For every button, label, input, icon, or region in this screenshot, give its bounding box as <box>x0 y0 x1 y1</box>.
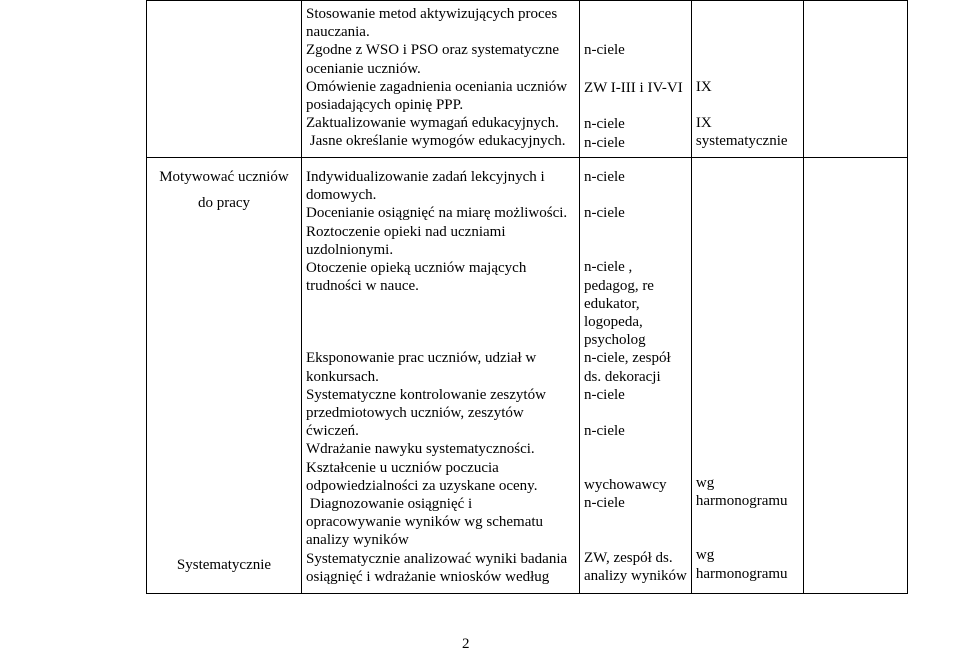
text-line: osiągnięć i wdrażanie wniosków według <box>306 568 550 585</box>
term-label: Systematycznie <box>176 557 272 573</box>
table-row <box>147 158 908 594</box>
goal-cell <box>147 158 302 594</box>
text-line: n-ciele <box>584 116 625 133</box>
text-line: harmonogramu <box>695 565 788 582</box>
text-line: nauczania. <box>306 24 370 41</box>
text-line: Zgodne z WSO i PSO oraz systematyczne <box>306 42 560 59</box>
methods-cell <box>302 1 580 158</box>
text-line: Wdrażanie nawyku systematyczności. <box>306 441 535 458</box>
plan-table <box>146 0 908 594</box>
text-line: ZW I-III i IV-VI <box>584 80 683 97</box>
page-number: 2 <box>462 636 470 652</box>
text-line: wychowawcy <box>584 477 667 494</box>
text-line: edukator, <box>584 295 640 312</box>
text-line: Systematyczne kontrolowanie zeszytów <box>306 386 546 403</box>
text-line: Systematycznie analizować wyniki badania <box>306 550 568 567</box>
text-line: wg <box>695 547 715 564</box>
text-line: trudności w nauce. <box>306 278 419 295</box>
text-line: psycholog <box>584 332 646 349</box>
text-line: logopeda, <box>584 314 643 331</box>
text-line: n-ciele, zespół <box>584 350 671 367</box>
text-line: pedagog, re <box>584 277 654 294</box>
text-line: wg <box>695 475 715 491</box>
empty-cell <box>803 1 907 158</box>
term-cell <box>691 158 803 594</box>
text-line: domowych. <box>306 187 377 204</box>
text-line: analizy wyników <box>306 532 409 549</box>
term-cell <box>691 1 803 158</box>
text-line: n-ciele <box>584 423 625 440</box>
responsible-cell <box>580 1 692 158</box>
text-line: analizy wyników <box>584 567 687 584</box>
text-line: Roztoczenie opieki nad uczniami <box>306 223 506 240</box>
text-line: posiadających opinię PPP. <box>306 97 464 114</box>
text-line: Otoczenie opieką uczniów mających <box>306 260 527 277</box>
goal-line: do pracy <box>197 195 251 212</box>
text-line: n-ciele <box>584 205 625 222</box>
goal-line: Motywować uczniów <box>159 169 289 185</box>
text-line: Jasne określanie wymogów edukacyjnych. <box>306 133 566 150</box>
text-line: odpowiedzialności za uzyskane oceny. <box>306 477 538 494</box>
text-line: Docenianie osiągnięć na miarę możliwości. <box>306 205 568 222</box>
text-line: opracowywanie wyników wg schematu <box>306 514 544 531</box>
text-line: ds. dekoracji <box>584 368 661 385</box>
text-line: n-ciele , <box>584 259 633 276</box>
text-line: konkursach. <box>306 368 379 385</box>
text-line: n-ciele <box>584 134 625 151</box>
text-line: ocenianie uczniów. <box>306 60 421 77</box>
empty-cell <box>803 158 907 594</box>
text-line: ćwiczeń. <box>306 423 359 440</box>
table-row <box>147 1 908 158</box>
text-line: Kształcenie u uczniów poczucia <box>306 459 499 476</box>
text-line: Stosowanie metod aktywizujących proces <box>306 6 558 22</box>
text-line: n-ciele <box>584 169 625 185</box>
goal-cell <box>147 1 302 158</box>
text-line: n-ciele <box>584 386 625 403</box>
text-line: Eksponowanie prac uczniów, udział w <box>306 350 537 367</box>
text-line: Zaktualizowanie wymagań edukacyjnych. <box>306 115 559 132</box>
text-line: IX <box>695 79 712 95</box>
text-line: przedmiotowych uczniów, zeszytów <box>306 405 524 422</box>
methods-cell <box>302 158 580 594</box>
responsible-cell <box>580 158 692 594</box>
text-line: n-ciele <box>584 495 625 512</box>
text-line: Omówienie zagadnienia oceniania uczniów <box>306 78 568 95</box>
text-line: harmonogramu <box>695 493 788 510</box>
text-line: n-ciele <box>584 42 625 58</box>
text-line: uzdolnionymi. <box>306 241 394 258</box>
text-line: Diagnozowanie osiągnięć i <box>306 496 473 513</box>
text-line: IX <box>695 115 712 132</box>
text-line: ZW, zespół ds. <box>584 549 673 566</box>
text-line: Indywidualizowanie zadań lekcyjnych i <box>306 169 545 185</box>
text-line: systematycznie <box>695 133 788 150</box>
